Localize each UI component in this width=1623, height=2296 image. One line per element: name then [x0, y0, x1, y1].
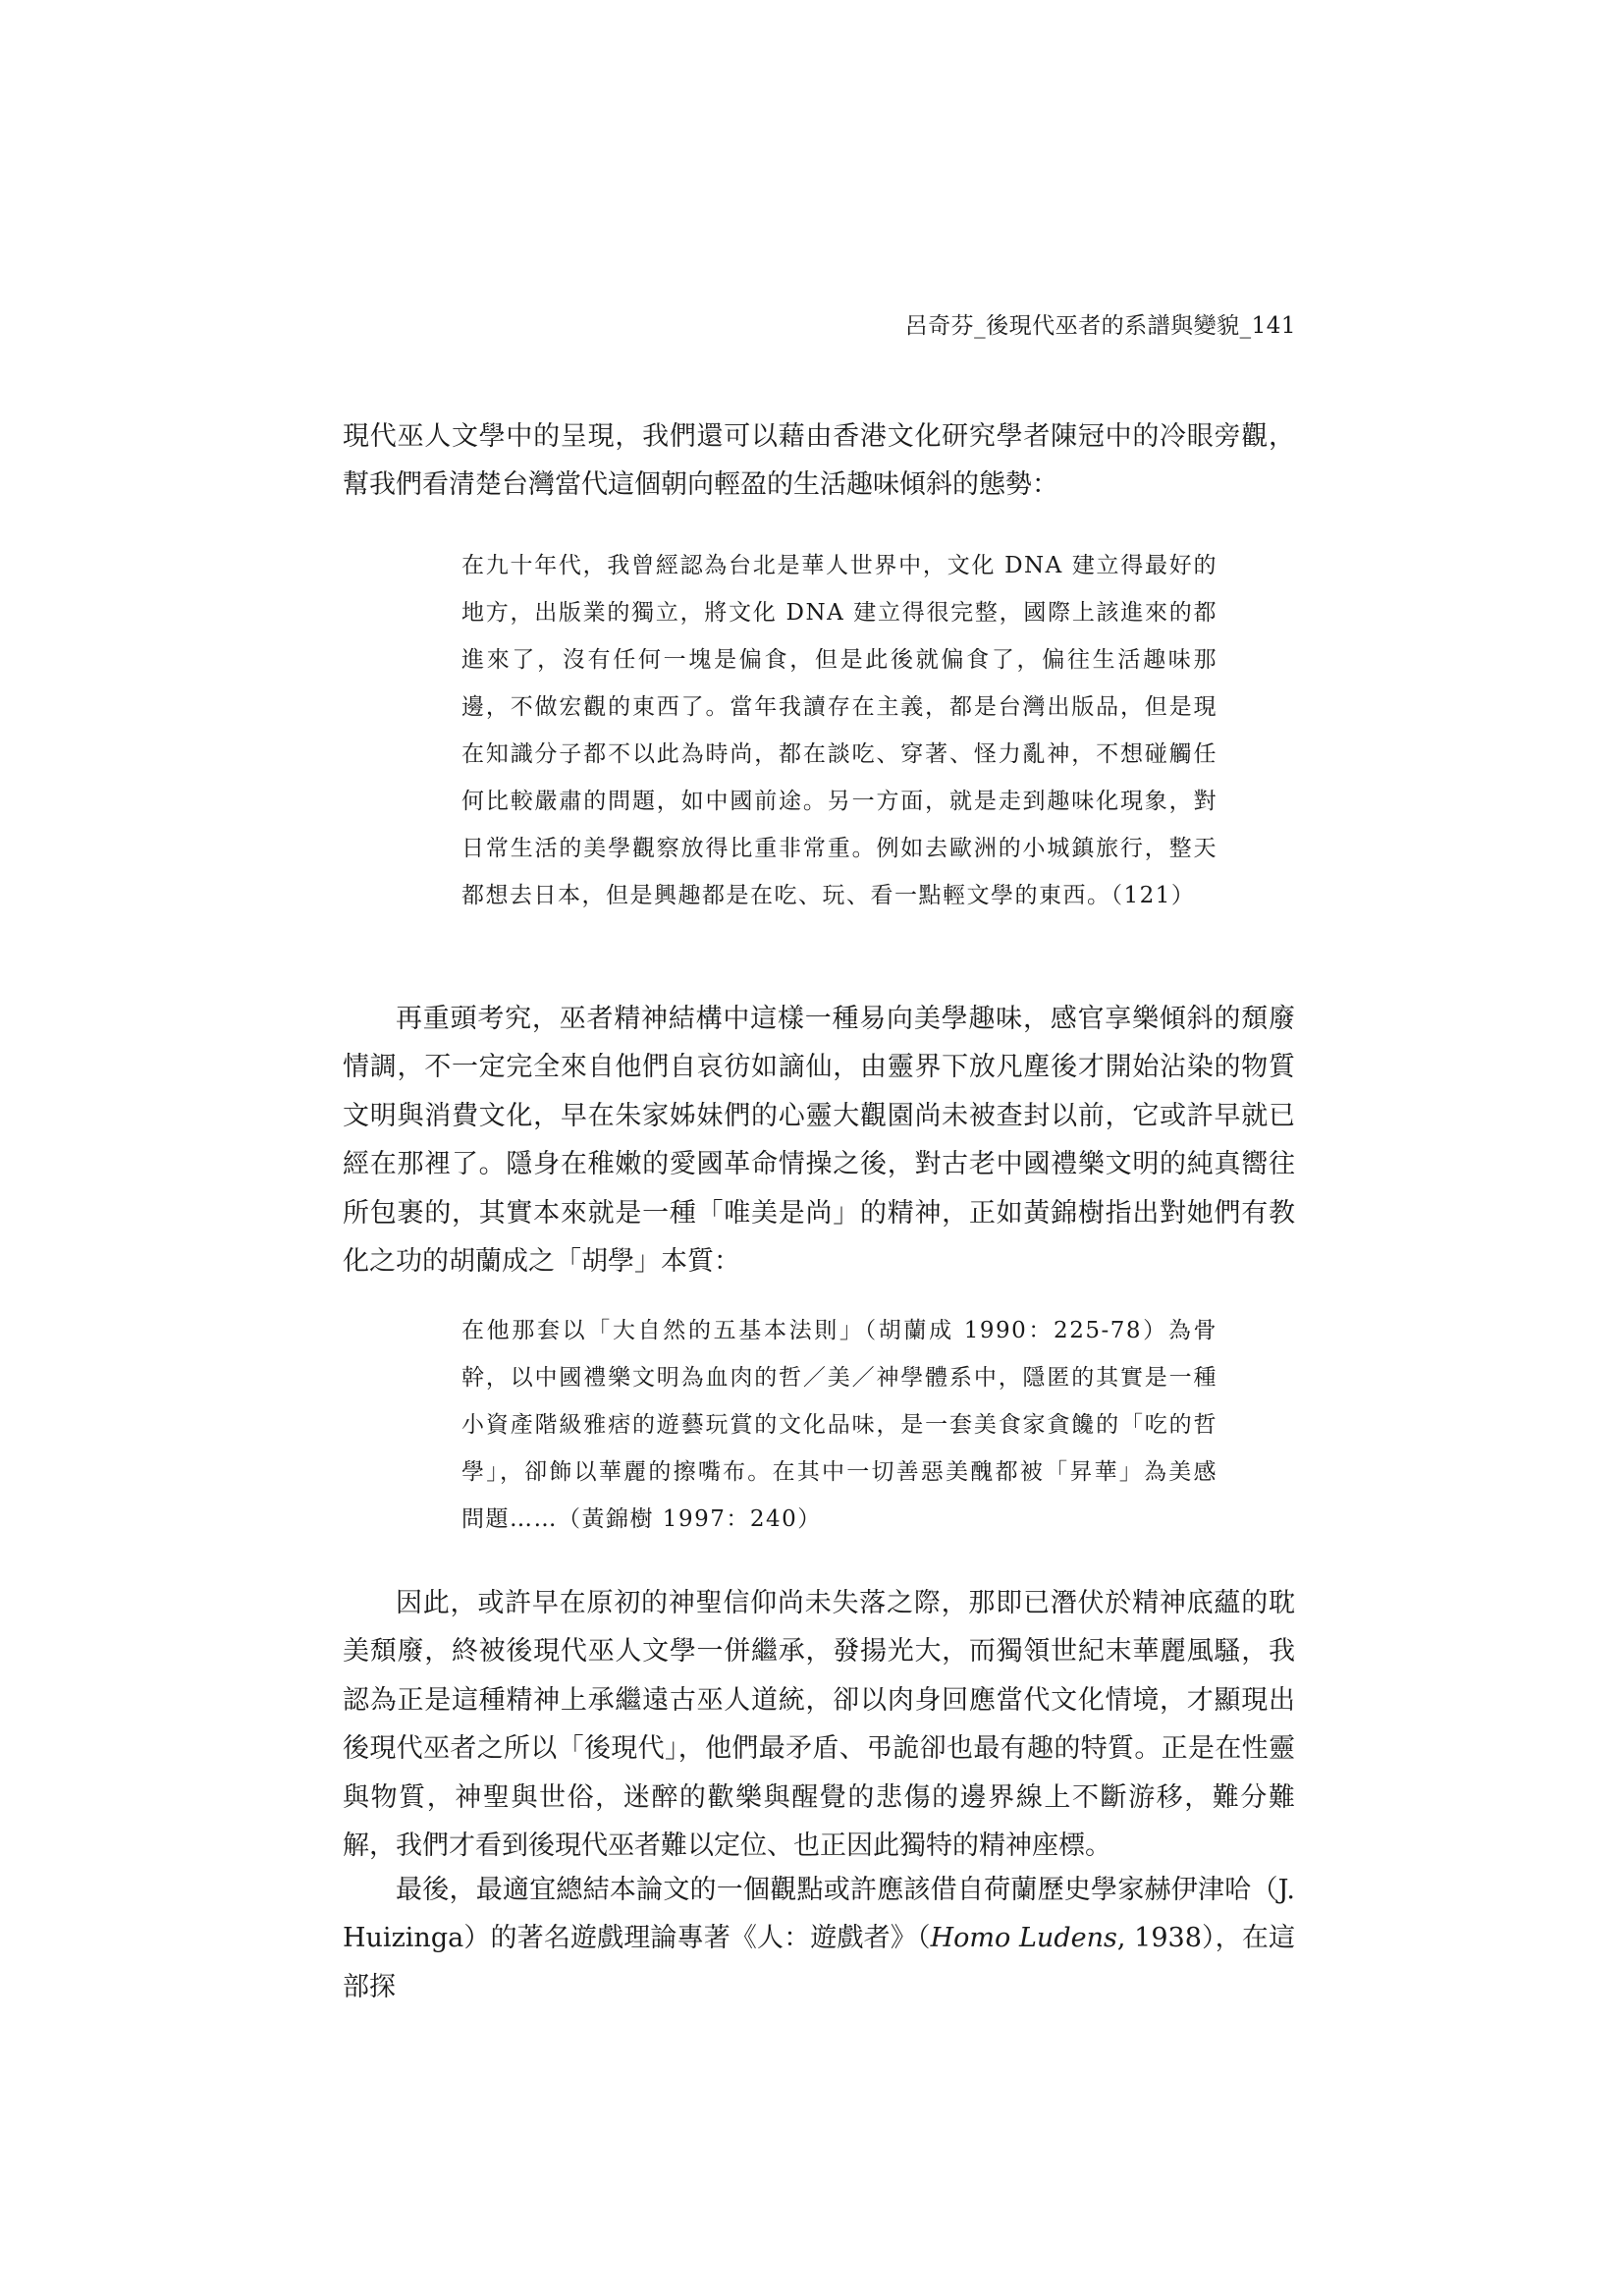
block-quote-2: 在他那套以「大自然的五基本法則」（胡蘭成 1990：225-78）為骨幹，以中國禮樂文明為血肉的哲／美／神學體系中，隱匿的其實是一種小資產階級雅痞的遊藝玩賞的文化品味，是一套美食家貪饞的「吃的哲學」，卻飾以華麗的擦嘴布。在其中一切善惡美醜都被「昇華」為美感問題……（黃錦樹 1997：240） — [461, 1318, 1217, 1532]
paragraph-4-text-start: 最後，最適宜總結本論文的一個觀點或許應該借自荷蘭歷史學家赫伊津哈（J. Huizinga）的著名遊戲理論專著《人：遊戲者》（ — [343, 1875, 1295, 1954]
body-paragraph-1: 現代巫人文學中的呈現，我們還可以藉由香港文化研究學者陳冠中的冷眼旁觀，幫我們看清楚台灣當代這個朝向輕盈的生活趣味傾斜的態勢： — [343, 421, 1295, 501]
body-paragraph-2: 再重頭考究，巫者精神結構中這樣一種易向美學趣味，感官享樂傾斜的頹廢情調，不一定完全來自他們自哀彷如謫仙，由靈界下放凡塵後才開始沾染的物質文明與消費文化，早在朱家姊妹們的心靈大觀園尚未被查封以前，它或許早就已經在那裡了。隱身在稚嫩的愛國革命情操之後，對古老中國禮樂文明的純真嚮往所包裹的，其實本來就是一種「唯美是尚」的精神，正如黃錦樹指出對她們有教化之功的胡蘭成之「胡學」本質： — [343, 1004, 1295, 1278]
body-paragraph-4 — [343, 1866, 1295, 2011]
paragraph-4-text-end: , 1938），在這部探 — [343, 1923, 1295, 2002]
block-quote-1: 在九十年代，我曾經認為台北是華人世界中，文化 DNA 建立得最好的地方，出版業的獨立，將文化 DNA 建立得很完整，國際上該進來的都進來了，沒有任何一塊是偏食，但是此後就偏食了，偏往生活趣味那邊，不做宏觀的東西了。當年我讀存在主義，都是台灣出版品，但是現在知識分子都不以此為時尚，都在談吃、穿著、怪力亂神，不想碰觸任何比較嚴肅的問題，如中國前途。另一方面，就是走到趣味化現象，對日常生活的美學觀察放得比重非常重。例如去歐洲的小城鎮旅行，整天都想去日本，但是興趣都是在吃、玩、看一點輕文學的東西。（121） — [461, 553, 1217, 908]
running-head: 呂奇芬_後現代巫者的系譜與變貌_141 — [904, 313, 1296, 339]
body-paragraph-3: 因此，或許早在原初的神聖信仰尚未失落之際，那即已潛伏於精神底蘊的耽美頹廢，終被後現代巫人文學一併繼承，發揚光大，而獨領世紀末華麗風騷，我認為正是這種精神上承繼遠古巫人道統，卻以肉身回應當代文化情境，才顯現出後現代巫者之所以「後現代」，他們最矛盾、弔詭卻也最有趣的特質。正是在性靈與物質，神聖與世俗，迷醉的歡樂與醒覺的悲傷的邊界線上不斷游移，難分難解，我們才看到後現代巫者難以定位、也正因此獨特的精神座標。 — [343, 1588, 1295, 1862]
book-title-italic: Homo Ludens — [930, 1923, 1117, 1954]
